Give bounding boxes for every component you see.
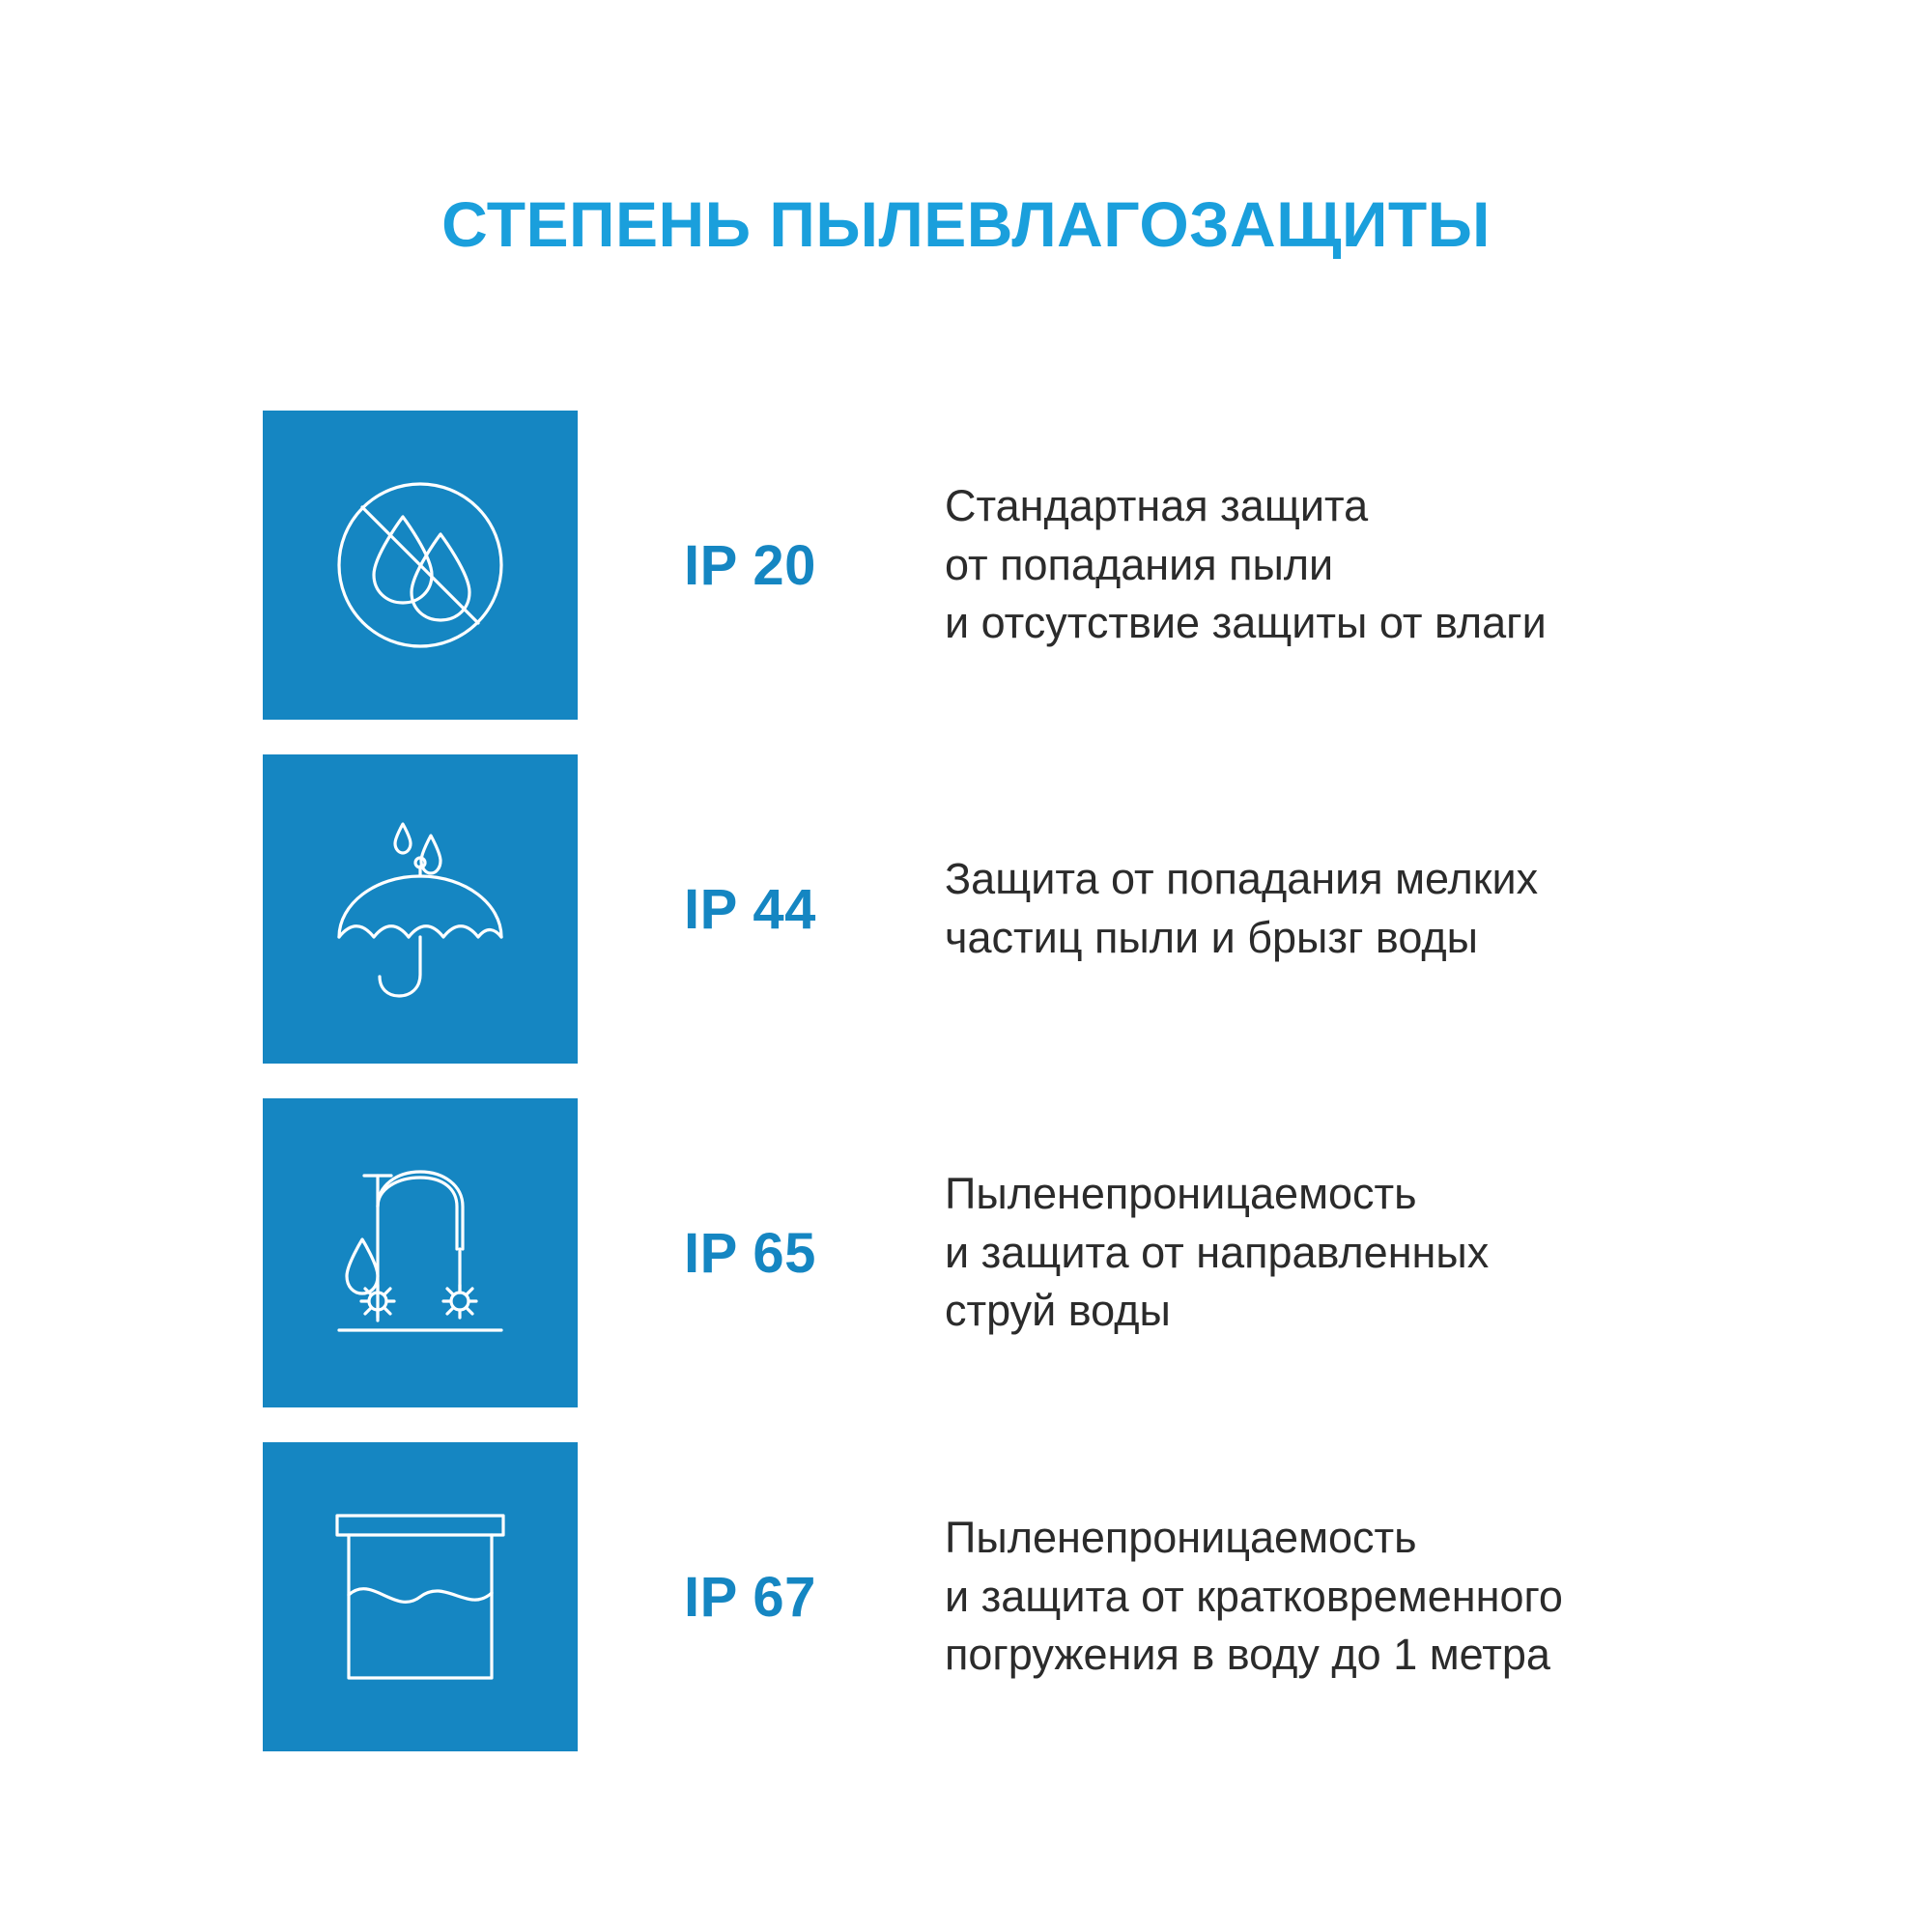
container-submersion-icon <box>314 1491 526 1703</box>
list-item <box>0 411 1932 720</box>
water-drops-crossed-out-icon <box>314 459 526 671</box>
icon-tile-ip44 <box>263 754 578 1064</box>
desc-line: и защита от направленных <box>945 1227 1490 1277</box>
ip-code: IP 67 <box>684 1565 816 1629</box>
icon-tile-ip20 <box>263 411 578 720</box>
desc-line: струй воды <box>945 1286 1171 1336</box>
desc-line: от попадания пыли <box>945 539 1334 589</box>
ip-description <box>945 477 1932 653</box>
ip-description <box>945 1165 1932 1341</box>
desc-line: Пыленепроницаемость <box>945 1512 1417 1562</box>
ip-description <box>945 1509 1932 1685</box>
desc-line: погружения в воду до 1 метра <box>945 1630 1550 1680</box>
page-title: СТЕПЕНЬ ПЫЛЕВЛАГОЗАЩИТЫ <box>441 188 1491 260</box>
desc-line: и защита от кратковременного <box>945 1571 1563 1621</box>
list-item <box>0 754 1932 1064</box>
list-item <box>0 1442 1932 1751</box>
faucet-water-jet-icon <box>314 1147 526 1359</box>
ip-code: IP 20 <box>684 533 816 597</box>
ip-rating-list <box>0 411 1932 1786</box>
desc-line: и отсутствие защиты от влаги <box>945 598 1547 648</box>
icon-tile-ip65 <box>263 1098 578 1407</box>
desc-line: Стандартная защита <box>945 480 1369 530</box>
ip-code: IP 65 <box>684 1221 816 1285</box>
ip-description <box>945 850 1932 968</box>
list-item <box>0 1098 1932 1407</box>
desc-line: Защита от попадания мелких <box>945 854 1539 904</box>
desc-line: частиц пыли и брызг воды <box>945 913 1478 962</box>
desc-line: Пыленепроницаемость <box>945 1168 1417 1218</box>
umbrella-with-drops-icon <box>314 803 526 1015</box>
ip-code: IP 44 <box>684 877 816 941</box>
icon-tile-ip67 <box>263 1442 578 1751</box>
